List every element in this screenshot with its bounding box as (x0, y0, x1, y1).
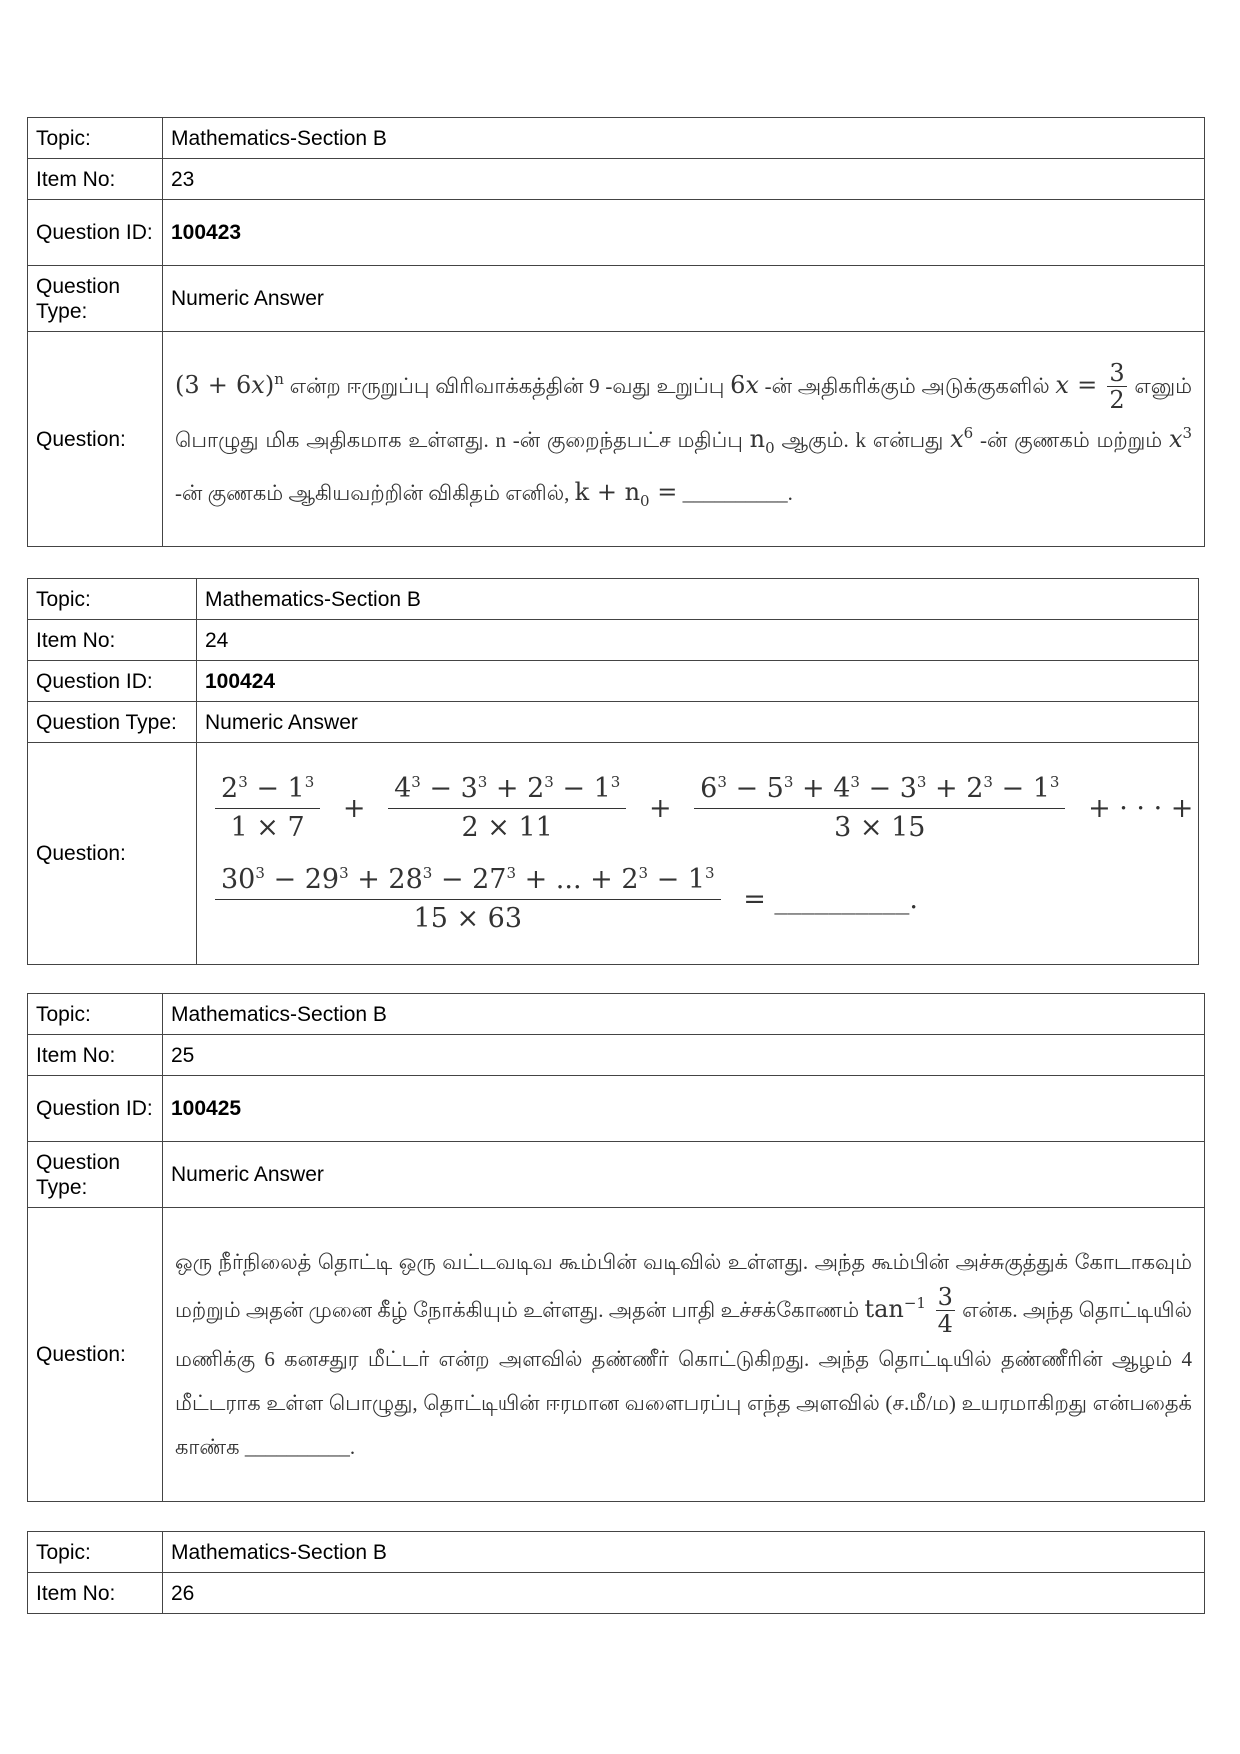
question-type-value: Numeric Answer (197, 702, 1199, 743)
expr-binomial: $(3 + 6x)^n$ (175, 370, 284, 399)
question-type-label: Question Type: (28, 1142, 163, 1208)
expr-x3: $x^3$ (1168, 424, 1193, 453)
question-type-value: Numeric Answer (163, 266, 1205, 332)
expr-n0: $n_0$ (749, 425, 775, 457)
question-type-label: Question Type: (28, 702, 197, 743)
question-id-value: 100424 (197, 661, 1199, 702)
series-line-2 (209, 863, 1186, 936)
item-no-value: 23 (163, 159, 1205, 200)
q23-text-4: எனும் பொழுது மிக அதிகமாக உள்ளது. n -ன் குறைந்தபட்ச (175, 374, 1192, 452)
topic-value: Mathematics-Section B (163, 1532, 1205, 1573)
question-id-label: Question ID: (28, 200, 163, 266)
question-table-24 (27, 578, 1199, 965)
question-body (197, 743, 1199, 965)
q23-text-5: மதிப்பு (677, 428, 743, 452)
question-id-label: Question ID: (28, 1076, 163, 1142)
expr-x6: $x^6$ (950, 424, 974, 453)
q23-text-6: ஆகும். k என்பது (781, 428, 944, 452)
topic-value: Mathematics-Section B (197, 579, 1199, 620)
item-no-label: Item No: (28, 1573, 163, 1614)
answer-blank: __________. (244, 1435, 356, 1459)
topic-label: Topic: (28, 1532, 163, 1573)
item-no-label: Item No: (28, 159, 163, 200)
item-no-value: 26 (163, 1573, 1205, 1614)
q25-text-2: உச்சக்கோணம் (720, 1298, 860, 1322)
expr-tan-inverse: $\tan^{-1}$ $\frac{3}{4}$ (864, 1283, 953, 1338)
question-type-value: Numeric Answer (163, 1142, 1205, 1208)
question-label: Question: (28, 743, 197, 965)
question-body (163, 1208, 1205, 1502)
expr-k-plus-n0: $k + n_0$ = (574, 478, 678, 510)
series-term-3: $\frac{6^3 - 5^3 + 4^3 - 3^3 + 2^3 - 1^3}{3 \times 15}$ (694, 772, 1065, 845)
q23-text-3: அடுக்குகளில் (921, 374, 1050, 398)
item-no-value: 25 (163, 1035, 1205, 1076)
topic-value: Mathematics-Section B (163, 118, 1205, 159)
series-term-2: $\frac{4^3 - 3^3 + 2^3 - 1^3}{2 \times 11}$ (388, 772, 626, 845)
item-no-label: Item No: (28, 620, 197, 661)
item-no-label: Item No: (28, 1035, 163, 1076)
question-label: Question: (28, 1208, 163, 1502)
question-label: Question: (28, 332, 163, 547)
expr-x-equals: x = $\frac{3}{2}$ (1055, 359, 1125, 414)
series-line-1: $\frac{2^3 - 1^3}{1 \times 7}$ + $\frac{4^3 - 3^3 + 2^3 - 1^3}{2 \times 11}$ + $\frac{6^3 - 5^3 + 4^3 - 3^3 + 2^3 - 1^3}{3 \times 15}$ + · · · + (209, 772, 1186, 845)
expr-6x: 6x (730, 371, 759, 399)
question-id-label: Question ID: (28, 661, 197, 702)
item-no-value: 24 (197, 620, 1199, 661)
question-table-25 (27, 993, 1205, 1502)
answer-blank: __________. (682, 481, 793, 505)
topic-value: Mathematics-Section B (163, 994, 1205, 1035)
series-term-1: $\frac{2^3 - 1^3}{1 \times 7}$ (215, 772, 320, 845)
q23-text-8: -ன் குணகம் ஆகியவற்றின் (175, 481, 424, 505)
topic-label: Topic: (28, 118, 163, 159)
topic-label: Topic: (28, 579, 197, 620)
series-term-last: $\frac{30^3 - 29^3 + 28^3 - 27^3 + ... + 2^3 - 1^3}{15 \times 63}$ (215, 863, 721, 936)
q23-text-7: -ன் குணகம் மற்றும் (980, 428, 1163, 452)
question-body (163, 332, 1205, 547)
q23-text-2: -ன் அதிகரிக்கும் (764, 374, 916, 398)
q23-text-9: விகிதம் எனில், (428, 481, 570, 505)
q25-text-1: ஒரு நீர்நிலைத் தொட்டி ஒரு வட்டவடிவ கூம்பின் வடிவில் உள்ளது. அந்த கூம்பின் அச்சுகுத்துக் கோடாகவும் மற்றும் அதன் முனை கீழ் நோக்கியும் உள்ளது. அதன் பாதி (175, 1250, 1192, 1322)
topic-label: Topic: (28, 994, 163, 1035)
question-type-label: Question Type: (28, 266, 163, 332)
q25-text-3: என்க. அந்த தொட்டியில் மணிக்கு 6 கனசதுர மீட்டர் என்ற அளவில் தண்ணீர் கொட்டுகிறது. அந்த தொட்டியில் தண்ணீரின் ஆழம் 4 மீட்டராக உள்ள பொழுது, தொட்டியின் ஈரமான வளைபரப்பு எந்த அளவில் (ச.மீ/ம) உயரமாகிறது என்பதைக் காண்க (175, 1298, 1193, 1459)
answer-blank: = __________. (743, 883, 918, 915)
series-ellipsis: + · · · + (1088, 792, 1194, 824)
question-id-value: 100423 (163, 200, 1205, 266)
question-table-23 (27, 117, 1205, 547)
question-id-value: 100425 (163, 1076, 1205, 1142)
question-table-26 (27, 1531, 1205, 1614)
q23-text-1: என்ற ஈருறுப்பு விரிவாக்கத்தின் 9 -வது உறுப்பு (289, 374, 725, 398)
